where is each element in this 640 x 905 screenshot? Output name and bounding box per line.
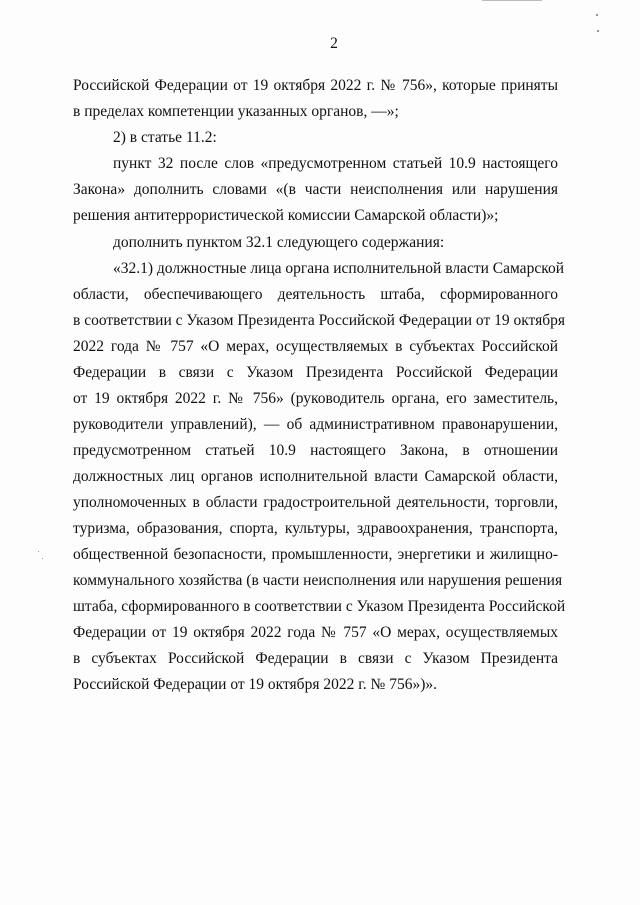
scan-speck: [597, 30, 599, 32]
scan-speck: [42, 558, 43, 559]
text-line-14: руководители управлений), — об административном правонарушении,: [73, 416, 558, 433]
text-line-13: от 19 октября 2022 г. № 756» (руководитель органа, его заместитель,: [73, 390, 558, 407]
text-line-19: общественной безопасности, промышленности, энергетики и жилищно-: [73, 546, 558, 563]
page-number: 2: [330, 35, 338, 52]
text-line-10: в соответствии с Указом Президента Российской Федерации от 19 октября: [73, 312, 566, 329]
text-line-1: Российской Федерации от 19 октября 2022 г. № 756», которые приняты: [73, 77, 558, 94]
text-line-5: Закона» дополнить словами «(в части неисполнения или нарушения: [73, 181, 558, 198]
scan-speck: [596, 14, 598, 16]
text-line-22: Федерации от 19 октября 2022 года № 757 «О мерах, осуществляемых: [73, 624, 558, 641]
text-line-4: пункт 32 после слов «предусмотренном статьей 10.9 настоящего: [113, 155, 558, 172]
text-line-17: уполномоченных в области градостроительной деятельности, торговли,: [73, 494, 558, 511]
scan-edge-mark: [482, 0, 542, 1]
text-line-2: в пределах компетенции указанных органов, —»;: [73, 103, 399, 120]
text-line-3: 2) в статье 11.2:: [113, 129, 217, 146]
text-line-16: должностных лиц органов исполнительной власти Самарской области,: [73, 468, 558, 485]
text-line-18: туризма, образования, спорта, культуры, здравоохранения, транспорта,: [73, 520, 558, 537]
text-line-6: решения антитеррористической комиссии Самарской области)»;: [73, 207, 499, 224]
text-line-21: штаба, сформированного в соответствии с Указом Президента Российской: [73, 598, 566, 615]
text-line-12: Федерации в связи с Указом Президента Российской Федерации: [73, 364, 558, 381]
text-line-20: коммунального хозяйства (в части неисполнения или нарушения решения: [73, 572, 563, 589]
text-line-7: дополнить пунктом 32.1 следующего содержания:: [113, 234, 445, 251]
text-line-23: в субъектах Российской Федерации в связи с Указом Президента: [73, 650, 558, 667]
text-line-24: Российской Федерации от 19 октября 2022 г. № 756»)».: [73, 676, 438, 693]
text-line-11: 2022 года № 757 «О мерах, осуществляемых в субъектах Российской: [73, 338, 558, 355]
text-line-15: предусмотренном статьей 10.9 настоящего Закона, в отношении: [73, 442, 558, 459]
text-line-8: «32.1) должностные лица органа исполнительной власти Самарской: [113, 260, 564, 277]
text-line-9: области, обеспечивающего деятельность штаба, сформированного: [73, 286, 558, 303]
scan-speck: [38, 551, 39, 552]
